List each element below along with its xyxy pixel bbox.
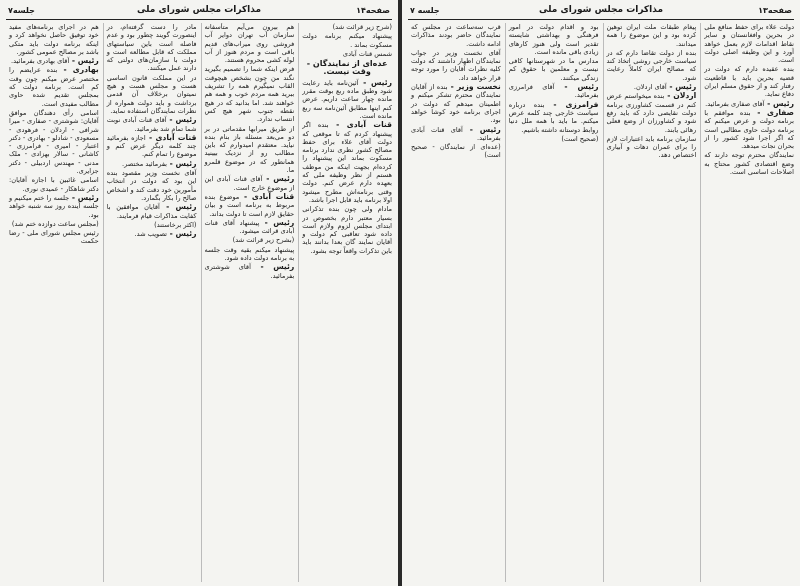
paragraph-text: بنده از دولت تقاضا دارم که در سیاست خارجی روشی اتخاذ کند که مصالح ایران کاملاً رعایت شود. <box>606 48 697 82</box>
text-column <box>505 23 599 582</box>
text-column <box>603 23 697 582</box>
paragraph-text: (اکثر برخاستند) <box>154 220 197 229</box>
speaker-name: قنات آبادی - <box>239 191 295 201</box>
paragraph-text: آقای قنات آبادی بفرمائید. <box>411 125 501 142</box>
paragraph <box>411 23 501 48</box>
paragraph <box>9 109 99 175</box>
paragraph-text: هم در اجرای برنامه‌های مفید خود توفیق حاصل نخواهد کرد و اینکه برنامه دولت باید متکی باشد بر مصالح عمومی کشور. <box>9 23 99 56</box>
text-column <box>298 23 392 582</box>
text-column <box>201 23 295 582</box>
paragraph-text: آقای قنات آبادی این از موضوع خارج است. <box>204 175 295 192</box>
speaker-name: رئیس - <box>166 115 197 125</box>
paragraph-text: اجازه بفرمائید چند کلمه دیگر عرض کنم و موضوع را تمام کنم. <box>106 133 197 159</box>
paragraph-text: آقای فرامرزی بفرمائید. <box>508 83 599 100</box>
speaker-name: فرامرزی - <box>544 99 599 109</box>
paragraph-text: بنده عرایضم را مختصر عرض میکنم چون وقت کم است. برنامه دولت که بمجلس تقدیم شده حاوی مطالب مفیدی است. <box>9 66 99 108</box>
paragraph <box>107 169 197 202</box>
paragraph <box>9 57 99 65</box>
paragraph <box>9 176 99 193</box>
paragraph <box>704 23 794 64</box>
paragraph-text: مدارس ما در شهرستانها کافی نیست و معلمین با حقوق کم زندگی میکنند. <box>508 57 599 82</box>
paragraph-text: (مجلس ساعت دوازده ختم شد) <box>11 219 99 228</box>
paragraph <box>509 101 599 134</box>
paragraph-text: در این مملکت قانون اساسی هست و مجلس هست و هیچ نمیتوان برخلاف آن قدمی برداشت و باید دولت همواره از نظرات نمایندگان استفاده نماید. <box>106 73 197 115</box>
paragraph-text: آقای شوشتری بفرمائید. <box>204 263 295 280</box>
paragraph <box>704 151 794 176</box>
session-number: جلسه ۷ <box>410 6 440 15</box>
paragraph <box>509 135 599 143</box>
running-title: مذاکرات مجلس شورای ملی <box>538 5 664 15</box>
paragraph-text: بود و اقدام دولت در امور فرهنگی و بهداشتی شایسته تقدیر است ولی هنوز کارهای زیادی باقی مانده است. <box>508 23 599 56</box>
paragraph <box>607 23 697 48</box>
paragraph <box>9 194 99 219</box>
page-number: صفحه۱۳ <box>758 6 792 15</box>
paragraph-text: قرب سه‌ساعت در مجلس که نمایندگان حاضر بودند مذاکرات ادامه داشت. <box>411 23 501 48</box>
paragraph <box>107 230 197 238</box>
paragraph-text: بنده میخواستم عرض کنم در قسمت کشاورزی برنامه دولت نقایصی دارد که باید رفع شود و کشاورزان از وضع فعلی رهائی یابند. <box>606 92 697 134</box>
paragraph-text: هم بیرون می‌آیم متأسفانه سازمان آب تهران دوایر آب فروشی روی میراب‌های قدیم باقی است و مردم هنوز از آب لوله کشی محروم هستند. <box>204 23 295 65</box>
paragraph <box>302 23 392 31</box>
speaker-name: رئیس - <box>554 82 599 92</box>
paragraph-text: پیغام طبقات ملت ایران توهین کرده بود و این موضوع را همه میدانند. <box>606 23 697 48</box>
paragraph-text: آقای قنات آبادی نوبت شما تمام شد بفرمائید. <box>106 116 197 133</box>
paragraph <box>302 50 392 58</box>
paragraph <box>9 23 99 56</box>
paragraph <box>205 236 295 244</box>
text-column <box>408 23 501 582</box>
paragraph-text: شمس قنات آبادی <box>342 49 392 58</box>
paragraph <box>704 65 794 98</box>
paragraph-text: اسامی رأی دهندگان موافق آقایان: شوشتری - صفاری - میرا شرافی - اردلان - فرهودی - مسعودی - شادلو - بهادری - دکتر اعتبار - امیری - فرامرزی - کاشانی - سالار بهزادی - ملک مدنی - مهندس اردبیلی - دکتر جزایری. <box>9 108 99 176</box>
paragraph <box>107 203 197 220</box>
paragraph-text: سازمان برنامه باید اعتبارات لازم را برای عمران دهات و آبیاری اختصاص دهد. <box>606 134 697 160</box>
paragraph-text: بفرمائید مختصر. <box>122 159 167 168</box>
paragraph <box>107 116 197 133</box>
paragraph <box>302 205 392 255</box>
paragraph-text: (شرح زیر قرائت شد) <box>332 23 392 31</box>
paragraph <box>9 220 99 228</box>
speaker-name: رئیس - <box>69 192 99 202</box>
paragraph <box>107 134 197 159</box>
paragraph-text: آقای صفاری بفرمائید. <box>705 99 765 108</box>
left-page <box>0 0 398 586</box>
speaker-name: رئیس - <box>764 98 794 108</box>
right-page <box>402 0 800 586</box>
speaker-name: رئیس - <box>250 262 295 272</box>
speaker-name: رئیس - <box>462 124 501 134</box>
paragraph-text: (صحیح است) <box>561 134 599 143</box>
paragraph <box>205 125 295 175</box>
session-number: جلسه۷ <box>8 6 35 15</box>
paragraph-text: پیشنهاد میکنم برنامه دولت مسکوت بماند . <box>302 32 392 49</box>
paragraph <box>205 246 295 263</box>
speaker-name: قنات آبادی - <box>145 132 197 142</box>
paragraph-text: بنده از آقایان نمایندگان محترم تشکر میکنم و اطمینان میدهم که دولت در اجرای برنامه خود کوشا خواهد بود. <box>411 83 501 125</box>
text-columns <box>408 23 794 582</box>
paragraph-text: آقای بهادری بفرمائید. <box>11 57 70 66</box>
header-rule <box>6 19 392 20</box>
page-header <box>410 6 792 18</box>
paragraph-text: بنده موافقم با برنامه دولت و عرض میکنم که برنامه دولت حاوی مطالبی است که اگر اجرا شود کشور را از بحران نجات میدهد. <box>704 108 794 151</box>
speaker-name: رئیس - <box>159 202 197 212</box>
speaker-name: رئیس - <box>666 82 697 92</box>
running-title: مذاکرات مجلس شورای ملی <box>136 5 262 15</box>
paragraph <box>607 135 697 160</box>
paragraph-text: پیشنهاد میکنم بقیه وقت جلسه به برنامه دولت داده شود. <box>204 245 295 263</box>
text-column <box>6 23 99 582</box>
paragraph-text: بنده عقیده دارم که دولت در قضیه بحرین باید با قاطعیت رفتار کند و از حقوق مسلم ایران دفاع نماید. <box>704 65 794 99</box>
paragraph <box>411 83 501 124</box>
paragraph <box>107 74 197 115</box>
paragraph <box>205 23 295 64</box>
paragraph <box>302 32 392 49</box>
paragraph <box>704 100 794 108</box>
paragraph-text: موضوع بنده مربوط به برنامه است و بیان حقایق لازم است تا دولت بداند. <box>204 192 295 218</box>
paragraph <box>205 263 295 280</box>
paragraph-text: بنده اگر پیشنهاد کردم که تا موقعی که دولت آقای علاء برای حفظ مصالح کشور نظری ندارد برنامه مسکوت بماند این پیشنهاد را کرده‌ام بجهت اینکه من موظف هستم از نظر وظیفه ملی که بعهده دارم عرض کنم. دولت وقتی برنامه‌اش مطرح میشود اولا برنامه باید قابل اجرا باشد. <box>302 121 392 204</box>
paragraph-text: بنده درباره سیاست خارجی چند کلمه عرض میکنم. ما باید با همه ملل دنیا روابط دوستانه داشته باشیم. <box>508 100 599 134</box>
paragraph-text: آقای اردلان. <box>633 83 667 92</box>
speaker-name: رئیس - <box>358 77 392 87</box>
paragraph-text: تصویب شد. <box>134 230 167 239</box>
paragraph <box>411 143 501 160</box>
paragraph-text: مادام ولی چون بنده تذکرانی بسیار معتبر دارم بخصوص در ابتدای مجلس لزوم ولازم است داده شود تعاقبی کم دولت و آقایان نمایند گان بعدا بدانند باید باین تذکرات واقعاً توجه بشود. <box>302 205 392 255</box>
text-column <box>700 23 794 582</box>
paragraph-text: فرض اینکه شما را تصمیم بگیرید نگند من چون بشخص هیچوقت القاب نمیگیرم همه را تشریف ببرید همه مردم خوب و همه هم خواهند شد. اما بدانید که در هیچ نقطه جنوب شهر هیچ کس انتساب ندارد. <box>204 65 295 124</box>
speaker-name: رئیس - <box>262 174 295 184</box>
speaker-name: رئیس - <box>167 158 197 168</box>
paragraph <box>607 49 697 82</box>
paragraph <box>205 175 295 192</box>
speaker-name: قنات آبادی - <box>328 120 392 130</box>
paragraph-text: مادر را دست گرفته‌ام، در اینصورت گویند چطور بود و عدم فاصله است باین سیاستهای مملکت که قابل مطالعه است و دولت با سازمان‌های دولتی که دارند عمل میکنند. <box>106 23 197 73</box>
section-heading: عده‌ای از نمایندگان - وقت نیست. <box>306 59 388 77</box>
paragraph-text: رئیس مجلس شورای ملی - رضا حکمت <box>9 229 99 246</box>
paragraph <box>704 109 794 150</box>
paragraph <box>107 160 197 168</box>
paragraph <box>302 79 392 120</box>
paragraph <box>411 49 501 82</box>
paragraph-text: آئین‌نامه باید رعایت شود وطبق ماده ربع بوقت مقرر مانده چهار ساعت داریم. عرض کنم اینها مطابق آئین‌نامه سه ربع مانده است. <box>302 78 392 120</box>
speaker-name: نخست وزیر - <box>447 82 501 92</box>
text-column <box>103 23 197 582</box>
paragraph <box>107 221 197 229</box>
paragraph <box>9 229 99 246</box>
paragraph-text: (بشرح زیر قرائت شد) <box>232 236 295 245</box>
paragraph <box>607 92 697 133</box>
paragraph <box>509 57 599 82</box>
paragraph <box>607 83 697 91</box>
paragraph-text: دولت علاء برای حفظ منافع ملی در بحرین وافغانستان و سایر نقاط اقدامات لازم بعمل خواهد آورد و این وظیفه اصلی دولت است. <box>704 23 794 65</box>
page-number: صفحه۱۴ <box>356 6 390 15</box>
paragraph <box>205 193 295 218</box>
paragraph-text: آقایان موافقین با کفایت مذاکرات قیام فرمایند. <box>106 203 197 220</box>
speaker-name: بهادری - <box>57 65 99 75</box>
speaker-name: رئیس - <box>259 217 295 227</box>
paragraph <box>205 219 295 236</box>
text-columns <box>6 23 392 582</box>
speaker-name: رئیس - <box>69 56 99 66</box>
paragraph <box>107 23 197 73</box>
paragraph-text: جلسه را ختم میکنیم و جلسه آینده روز سه شنبه خواهد بود. <box>9 193 99 219</box>
paragraph <box>302 121 392 204</box>
paragraph-text: اسامی غائبین با اجازه آقایان: دکتر شاهکار - عمیدی نوری. <box>9 176 99 193</box>
header-rule <box>408 19 794 20</box>
paragraph <box>509 83 599 100</box>
paragraph <box>9 66 99 107</box>
paragraph-text: پیشنهاد آقای قنات آبادی قرائت میشود. <box>204 218 295 236</box>
paragraph-text: (عده‌ای از نمایندگان - صحیح است) <box>411 143 501 160</box>
paragraph-text: آقای نخست وزیر در جواب نمایندگان اظهار داشتند که دولت کلیه نظرات آقایان را مورد توجه قرار خواهد داد. <box>411 48 501 82</box>
speaker-name: رئیس - <box>167 229 197 239</box>
page-header <box>8 6 390 18</box>
paragraph <box>411 126 501 143</box>
paragraph-text: آقای نخست وزیر مقصود بنده این بود که دولت در انتخاب مأمورین خود دقت کند و اشخاص صالح را بکار بگمارد. <box>106 169 197 202</box>
speaker-name: اردلان - <box>664 91 697 101</box>
speaker-name: صفاری - <box>750 107 794 117</box>
paragraph-text: نمایندگان محترم توجه دارند که وضع اقتصادی کشور محتاج به اصلاحات اساسی است. <box>704 151 794 177</box>
paragraph <box>205 65 295 123</box>
paragraph <box>509 23 599 56</box>
paragraph-text: از طریق میرابها مقدماتی در بر دو می‌بعد مسئله باز بنام بنده نیاید. معتقدم امیدوارم که باین مطالب رو از نزدیک بیینید همانطور که در موضوع قلمرو ما. <box>204 124 295 175</box>
